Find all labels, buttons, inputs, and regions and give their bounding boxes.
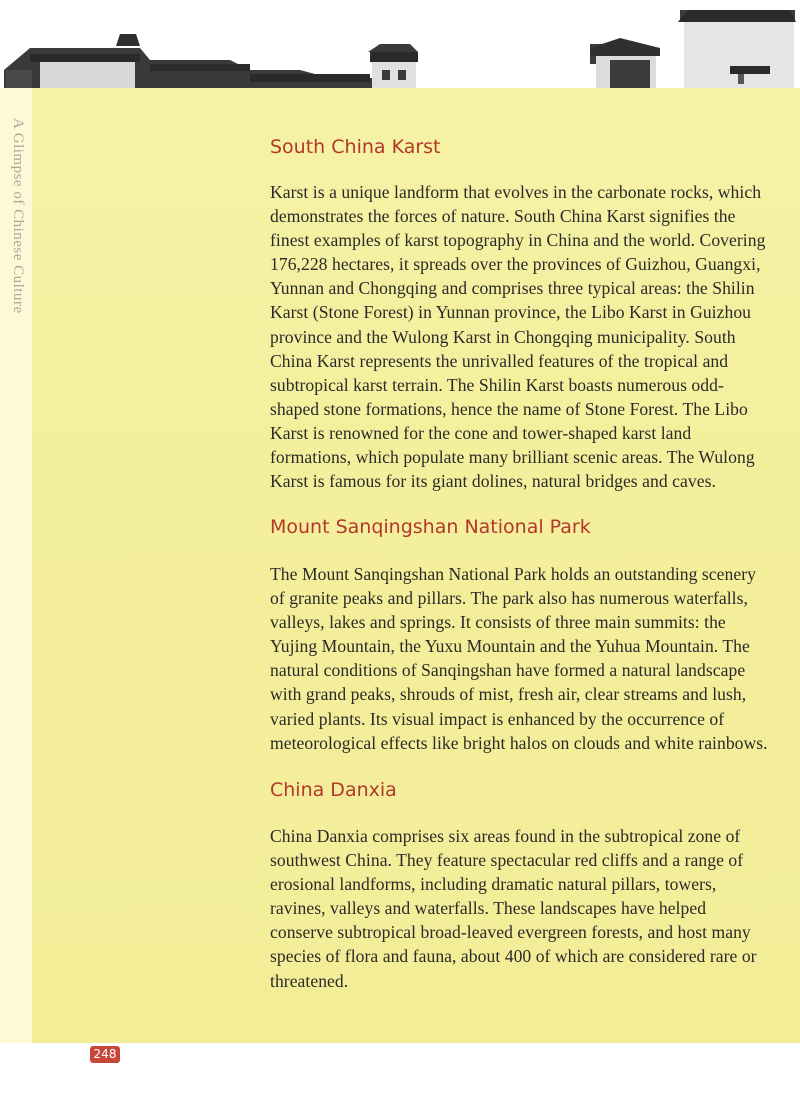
book-title-vertical: A Glimpse of Chinese Culture (10, 118, 26, 314)
page-number-badge: 248 (90, 1046, 120, 1063)
section-body-mount-sanqingshan: The Mount Sanqingshan National Park holds an outstanding scenery of granite peaks and pillars. The park also has numerous waterfalls, valleys, lakes and springs. It consists of three main summits: the Yujing Mountain, the Yuxu Mountain and the Yuhua Mountain. The natural conditions of Sanqingshan have formed a natural landscape with grand peaks, shrouds of mist, fresh air, clear streams and lush, varied plants. Its visual impact is enhanced by the occurrence of meteorological effects like bright halos on clouds and white rainbows. (270, 564, 768, 753)
section-body-south-china-karst: Karst is a unique landform that evolves in the carbonate rocks, which demonstrates the forces of nature. South China Karst signifies the finest examples of karst topography in China and the world. Covering 176,228 hectares, it spreads over the provinces of Guizhou, Guangxi, Yunnan and Chongqing and comprises three typical areas: the Shilin Karst (Stone Forest) in Yunnan province, the Libo Karst in Guizhou province and the Wulong Karst in Chongqing municipality. South China Karst represents the unrivalled features of the tropical and subtropical karst terrain. The Shilin Karst boasts numerous odd-shaped stone formations, hence the name of Stone Forest. The Libo Karst is renowned for the cone and tower-shaped karst land formations, which populate many brilliant scenic areas. The Wulong Karst is famous for its giant dolines, natural bridges and caves. (270, 182, 766, 492)
section-heading-south-china-karst: South China Karst (270, 136, 441, 158)
section-heading-mount-sanqingshan: Mount Sanqingshan National Park (270, 516, 591, 538)
section-heading-china-danxia: China Danxia (270, 779, 397, 801)
section-body-china-danxia: China Danxia comprises six areas found in the subtropical zone of southwest China. They feature spectacular red cliffs and a range of erosional landforms, including dramatic natural pillars, towers, ravines, valleys and waterfalls. These landscapes have helped conserve subtropical broad-leaved evergreen forests, and host many species of flora and fauna, about 400 of which are considered rare or threatened. (270, 826, 757, 991)
